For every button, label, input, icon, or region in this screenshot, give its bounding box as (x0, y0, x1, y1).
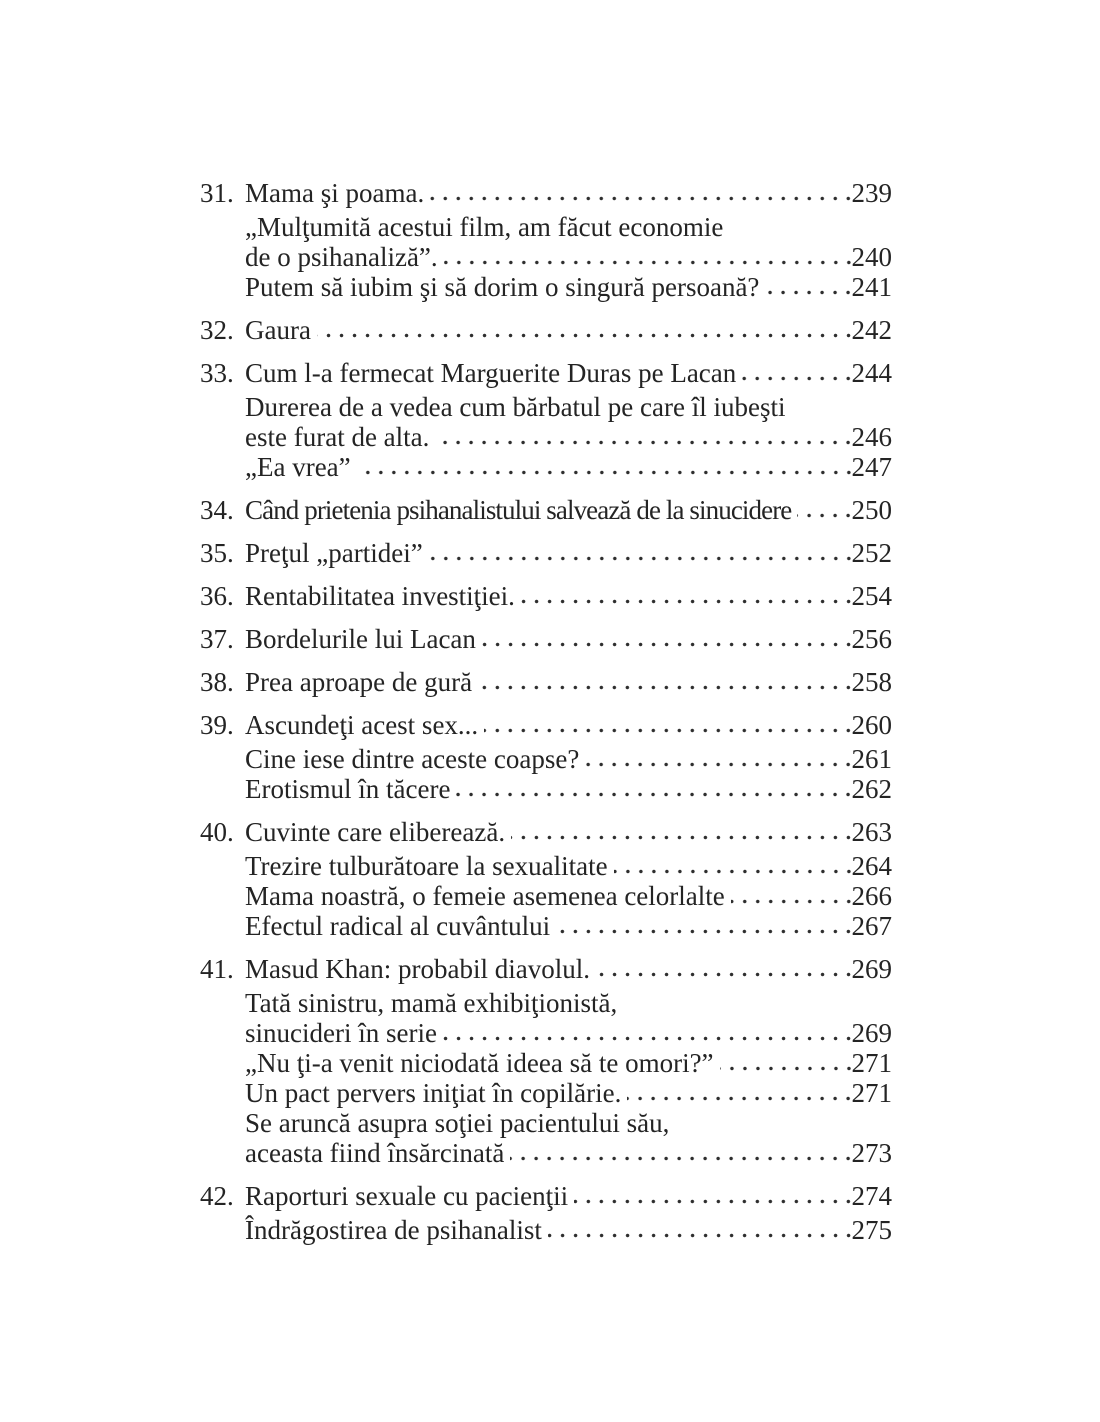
entry-title: Putem să iubim şi să dorim o singură persoană? (245, 272, 760, 302)
entry-title: Preţul „partidei” (245, 538, 423, 568)
page-number: 240 (851, 242, 892, 272)
dot-leader (443, 1036, 851, 1041)
toc-row (200, 911, 892, 941)
dot-leader (478, 685, 850, 690)
toc-row (200, 954, 892, 984)
dot-leader (596, 972, 851, 977)
toc-row (200, 392, 892, 422)
chapter-number: 41. (200, 954, 234, 984)
toc-row (200, 1048, 892, 1078)
chapter-number: 39. (200, 710, 234, 740)
dot-leader (627, 1096, 850, 1101)
toc-row (200, 272, 892, 302)
entry-title: Un pact pervers iniţiat în copilărie. (245, 1078, 622, 1108)
dot-leader (456, 792, 850, 797)
page-number: 275 (851, 1215, 892, 1245)
entry-title: Raporturi sexuale cu pacienţii (245, 1181, 569, 1211)
entry-title: Bordelurile lui Lacan (245, 624, 476, 654)
toc-row (200, 422, 892, 452)
entry-title: „Mulţumită acestui film, am făcut economie (245, 212, 724, 242)
toc-row (200, 581, 892, 611)
entry-title: Când prietenia psihanalistului salvează de la sinucidere (245, 495, 792, 525)
dot-leader (585, 762, 850, 767)
entry-title: Durerea de a vedea cum bărbatul pe care îl iubeşti (245, 392, 786, 422)
entry-title: Gaura (245, 315, 311, 345)
toc-row (200, 817, 892, 847)
dot-leader (731, 899, 851, 904)
toc-row (200, 495, 892, 525)
dot-leader (317, 333, 851, 338)
entry-title: „Nu ţi-a venit niciodată ideea să te omori?” (245, 1048, 714, 1078)
chapter-number: 37. (200, 624, 234, 654)
toc-row (200, 212, 892, 242)
entry-title: este furat de alta. (245, 422, 430, 452)
entry-title: „Ea vrea” (245, 452, 351, 482)
toc-row (200, 710, 892, 740)
entry-title: Cum l-a fermecat Marguerite Duras pe Lacan (245, 358, 737, 388)
toc-row (200, 667, 892, 697)
dot-leader (429, 556, 851, 561)
dot-leader (556, 929, 850, 934)
entry-title: Îndrăgostirea de psihanalist (245, 1215, 542, 1245)
page-number: 267 (851, 911, 892, 941)
page-number: 271 (851, 1078, 892, 1108)
page-number: 244 (851, 358, 892, 388)
page-number: 247 (851, 452, 892, 482)
toc-row (200, 315, 892, 345)
dot-leader (430, 196, 850, 201)
toc-row (200, 881, 892, 911)
page-number: 271 (851, 1048, 892, 1078)
chapter-number: 40. (200, 817, 234, 847)
chapter-number: 32. (200, 315, 234, 345)
dot-leader (444, 260, 851, 265)
page-number: 269 (851, 1018, 892, 1048)
toc-row (200, 358, 892, 388)
page-number: 242 (851, 315, 892, 345)
dot-leader (797, 513, 850, 518)
page-number: 274 (851, 1181, 892, 1211)
page-number: 262 (851, 774, 892, 804)
dot-leader (742, 376, 850, 381)
entry-title: Prea aproape de gură (245, 667, 473, 697)
page-number: 239 (851, 178, 892, 208)
entry-title: Efectul radical al cuvântului (245, 911, 551, 941)
page-number: 264 (851, 851, 892, 881)
entry-title: sinucideri în serie (245, 1018, 437, 1048)
dot-leader (765, 290, 850, 295)
dot-leader (521, 599, 851, 604)
dot-leader (548, 1233, 851, 1238)
dot-leader (720, 1066, 851, 1071)
toc-row (200, 1108, 892, 1138)
entry-title: Erotismul în tăcere (245, 774, 451, 804)
toc-row (200, 178, 892, 208)
dot-leader (510, 1156, 850, 1161)
toc-list (200, 178, 892, 1245)
page-number: 261 (851, 744, 892, 774)
entry-title: Se aruncă asupra soţiei pacientului său, (245, 1108, 670, 1138)
entry-title: Tată sinistru, mamă exhibiţionistă, (245, 988, 618, 1018)
entry-title: Trezire tulburătoare la sexualitate (245, 851, 608, 881)
page-number: 263 (851, 817, 892, 847)
toc-row (200, 851, 892, 881)
toc-row (200, 452, 892, 482)
chapter-number: 35. (200, 538, 234, 568)
chapter-number: 31. (200, 178, 234, 208)
toc-row (200, 1018, 892, 1048)
toc-row (200, 1138, 892, 1168)
toc-row (200, 774, 892, 804)
dot-leader (574, 1199, 850, 1204)
toc-row (200, 242, 892, 272)
page-number: 250 (851, 495, 892, 525)
dot-leader (482, 642, 851, 647)
entry-title: Mama şi poama. (245, 178, 425, 208)
page-number: 241 (851, 272, 892, 302)
toc-row (200, 988, 892, 1018)
page-number: 260 (851, 710, 892, 740)
page-number: 269 (851, 954, 892, 984)
page-number: 266 (851, 881, 892, 911)
dot-leader (484, 728, 850, 733)
entry-title: Masud Khan: probabil diavolul. (245, 954, 590, 984)
toc-row (200, 624, 892, 654)
page-number: 246 (851, 422, 892, 452)
entry-title: Mama noastră, o femeie asemenea celorlalte (245, 881, 725, 911)
page-number: 258 (851, 667, 892, 697)
chapter-number: 36. (200, 581, 234, 611)
dot-leader (614, 869, 851, 874)
toc-row (200, 744, 892, 774)
dot-leader (435, 440, 850, 445)
page-number: 273 (851, 1138, 892, 1168)
chapter-number: 42. (200, 1181, 234, 1211)
dot-leader (357, 470, 851, 475)
chapter-number: 38. (200, 667, 234, 697)
page-number: 256 (851, 624, 892, 654)
entry-title: Cuvinte care eliberează. (245, 817, 506, 847)
chapter-number: 34. (200, 495, 234, 525)
chapter-number: 33. (200, 358, 234, 388)
page-number: 252 (851, 538, 892, 568)
dot-leader (511, 835, 850, 840)
toc-row (200, 1215, 892, 1245)
entry-title: Ascundeţi acest sex... (245, 710, 479, 740)
entry-title: Rentabilitatea investiţiei. (245, 581, 515, 611)
entry-title: aceasta fiind însărcinată (245, 1138, 505, 1168)
page-number: 254 (851, 581, 892, 611)
toc-row (200, 1181, 892, 1211)
toc-row (200, 538, 892, 568)
entry-title: Cine iese dintre aceste coapse? (245, 744, 580, 774)
toc-row (200, 1078, 892, 1108)
entry-title: de o psihanaliză”. (245, 242, 438, 272)
